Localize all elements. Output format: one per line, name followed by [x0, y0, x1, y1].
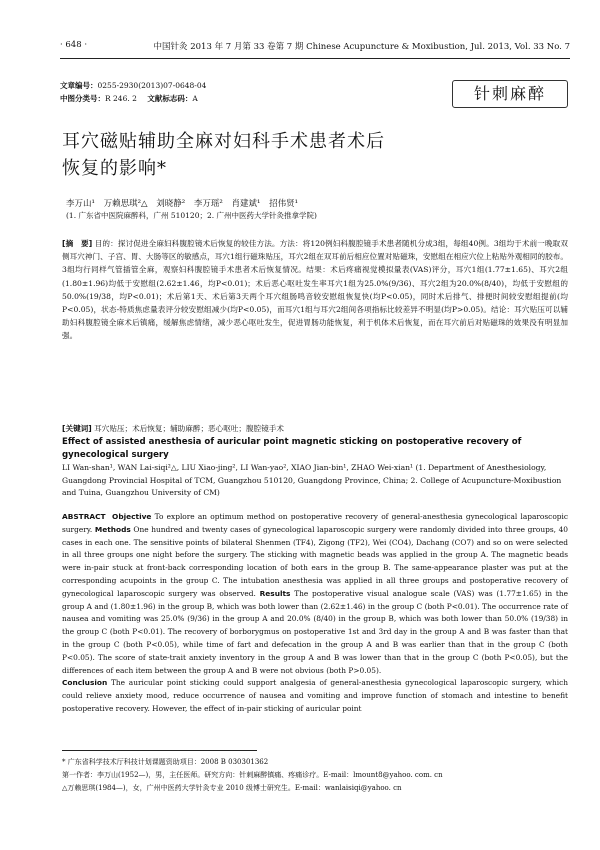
affiliation-cn: (1. 广东省中医院麻醉科，广州 510120；2. 广州中医药大学针灸推拿学院): [66, 211, 317, 220]
footnote-fund: * 广东省科学技术厅科技计划课题资助项目：2008 B 030301362: [62, 758, 269, 766]
title-line-2: 恢复的影响*: [62, 158, 167, 179]
abstract-cn-label: [摘 要]: [62, 239, 93, 248]
footnote-first-author: 第一作者：李万山(1952—)，男，主任医师。研究方向：针刺麻醉镇痛、疼痛诊疗。E-mail：lmount8@yahoo. com. cn: [62, 771, 443, 779]
header-rule: [60, 58, 570, 59]
abstract-cn: [62, 237, 568, 343]
running-header: [60, 40, 570, 54]
footnote-rule: [62, 750, 257, 751]
authors-cn: 李万山¹ 万赖思琪²△ 刘晓静² 李万瑶² 肖建斌¹ 招伟贤¹: [66, 199, 298, 209]
footnote-corresponding: △万赖思琪(1984—)，女，广州中医药大学针灸专业 2010 级博士研究生。E-mail：wanlaisiqi@yahoo. cn: [62, 784, 402, 792]
title-en: Effect of assisted anesthesia of auricular point magnetic sticking on postoperative recovery of gynecological surgery: [62, 437, 522, 460]
authors-en: LI Wan-shan¹, WAN Lai-siqi²△, LIU Xiao-jing², LI Wan-yao², XIAO Jian-bin¹, ZHAO Wei-xian¹ (1. Department of Anesthesiology, Guangdong Provincial Hospital of TCM, Guangzhou 510120, Guangdong Province, China; 2. College of Acupuncture-Moxibustion and Tuina, Guangzhou University of CM): [62, 463, 562, 497]
keywords-cn: [关键词] 耳穴贴压；术后恢复；辅助麻醉；恶心呕吐；腹腔镜手术: [62, 424, 284, 433]
journal-citation: 中国针灸 2013 年 7 月第 33 卷第 7 期 Chinese Acupuncture & Moxibustion, Jul. 2013, Vol. 33 No. 7: [153, 42, 570, 52]
title-line-1: 耳穴磁贴辅助全麻对妇科手术患者术后: [62, 131, 385, 152]
abstract-cn-text: 目的：探讨促进全麻妇科腹腔镜术后恢复的较佳方法。方法：将120例妇科腹腔镜手术患者随机分成3组，每组40例。3组均于术前一晚取双侧耳穴神门、子宫、胃、大肠等区的敏感点，耳穴1组行磁珠贴压，耳穴2组在双耳前后相应位置对贴磁珠，安慰组在相应穴位上粘贴外观相同的胶布。3组均行同样气管插管全麻，观察妇科腹腔镜手术患者术后恢复情况。结果：术后疼痛视觉模拟量表(VAS)评分，耳穴1组(1.77±1.65)、耳穴2组(1.80±1.96)均低于安慰组(2.62±1.46，均P<0.01)；术后恶心呕吐发生率耳穴1组为25.0%(9/36)、耳穴2组为20.0%(8/40)，均低于安慰组的50.0%(19/38，均P<0.01)；术后第1天、术后第3天两个耳穴组肠鸣音较安慰组恢复快(均P<0.05)，同时术后排气、排便时间较安慰组提前(均P<0.05)，状态-特质焦虑量表评分较安慰组减少(均P<0.05)，而耳穴1组与耳穴2组间各项指标比较差异不明显(均P>0.05)。结论：耳穴贴压可以辅助妇科腹腔镜全麻术后镇痛，缓解焦虑情绪，减少恶心呕吐发生，促进胃肠功能恢复，利于机体术后恢复，而在耳穴前后对贴磁珠的效果没有明显加强。: [62, 239, 568, 341]
section-stamp: 针刺麻醉: [452, 80, 568, 108]
classification: 中图分类号：R 246. 2 文献标志码：A: [60, 94, 198, 103]
article-number: 文章编号：0255-2930(2013)07-0648-04: [60, 81, 207, 90]
page-number: · 648 ·: [60, 40, 88, 50]
abstract-en: ABSTRACT Objective To explore an optimum method on postoperative recovery of general-anesthesia gynecological laparoscopic surgery. Methods One hundred and twenty cases of gynecological laparoscopic surgery were randomly divided into three groups, 40 cases in each one. The sensitive points of bilateral Shenmen (TF4), Zigong (TF2), Wei (CO4), Dachang (CO7) and so on were selected in all three groups one night before the surgery. The sticking with magnetic beads was applied in the group A. The magnetic beads were in-pair stuck at front-back corresponding location of both ears in the group B. The same-appearance plaster was put at the corresponding acupoints in the group C. The intubation anesthesia was applied in all three groups and postoperative recovery of gynecological laparoscopic surgery was observed. Results The postoperative visual analogue scale (VAS) was (1.77±1.65) in the group A and (1.80±1.96) in the group B, which was both lower than (2.62±1.46) in the group C (both P<0.01). The occurrence rate of nausea and vomiting was 25.0% (9/36) in the group A and 20.0% (8/40) in the group B, which was both lower than 50.0% (19/38) in the group C (both P<0.01). The recovery of borborygmus on postoperative 1st and 3rd day in the group A and B was faster than that in the group C (both P<0.05), while time of fart and defecation in the group A and B was earlier than that in the group C (both P<0.05). The score of state-trait anxiety inventory in the group A and B was lower than that in the group C (both P<0.05), but the differences of each item between the group A and B were not obvious (both P>0.05). Conclusion The auricular point sticking could support analgesia of general-anesthesia gynecological laparoscopic surgery, which could relieve anxiety mood, reduce occurrence of nausea and vomiting and improve function of stomach and intestine to benefit postoperative recovery. However, the effect of in-pair sticking of auricular point: [62, 512, 569, 713]
